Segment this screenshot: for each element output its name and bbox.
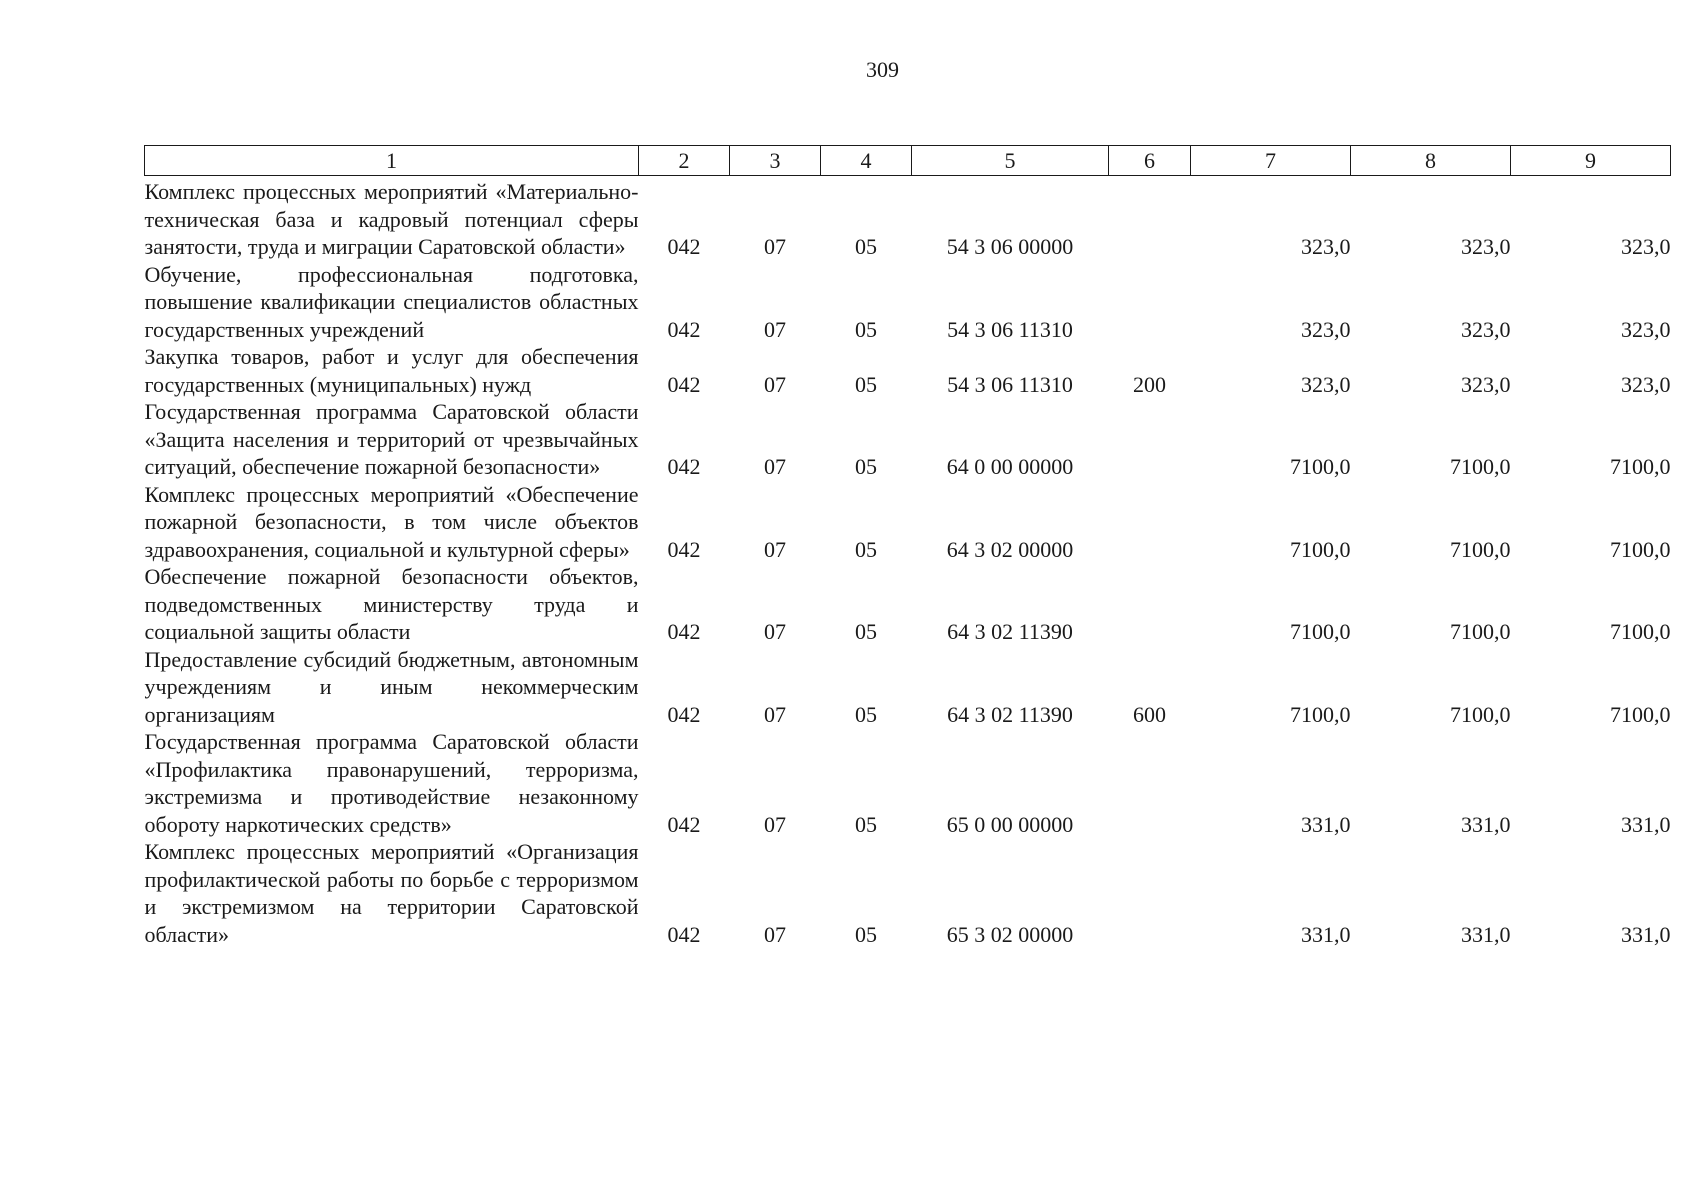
row-name: Обеспечение пожарной безопасности объектов, подведомственных министерству труда и социальной защиты области: [144, 564, 639, 644]
amount-col-7: 331,0: [1301, 921, 1351, 947]
column-header: 2: [639, 146, 730, 176]
column-header: 3: [730, 146, 821, 176]
amount-col-8: 331,0: [1461, 921, 1511, 947]
column-header: 9: [1511, 146, 1671, 176]
amount-col-8: 323,0: [1461, 371, 1511, 397]
amount-col-7: 331,0: [1301, 811, 1351, 837]
target-article-code: 65 3 02 00000: [946, 921, 1074, 947]
expense-type-code: [1109, 261, 1191, 344]
amount-col-9: 7100,0: [1610, 701, 1671, 727]
amount-col-9: 7100,0: [1610, 619, 1671, 644]
table-row: [145, 838, 1671, 948]
target-article-code: 54 3 06 00000: [946, 234, 1074, 259]
subsection-code: 05: [855, 371, 877, 397]
subsection-code: 05: [855, 921, 877, 947]
expense-type-code: [1109, 398, 1191, 481]
subsection-code: 05: [855, 454, 877, 479]
amount-col-9: 331,0: [1621, 921, 1671, 947]
table-row: [145, 563, 1671, 646]
section-code: 07: [764, 454, 786, 479]
ministry-code: 042: [667, 701, 701, 727]
section-code: 07: [764, 234, 786, 259]
expense-type-code: [1109, 563, 1191, 646]
amount-col-8: 7100,0: [1450, 454, 1511, 479]
column-header: 8: [1351, 146, 1511, 176]
amount-col-9: 7100,0: [1610, 536, 1671, 562]
amount-col-9: 7100,0: [1610, 454, 1671, 479]
ministry-code: 042: [667, 454, 701, 479]
ministry-code: 042: [667, 811, 701, 837]
amount-col-8: 323,0: [1461, 316, 1511, 342]
table-row: [145, 261, 1671, 344]
subsection-code: 05: [855, 316, 877, 342]
expense-type-code: 200: [1133, 371, 1166, 397]
column-header: 7: [1191, 146, 1351, 176]
amount-col-7: 323,0: [1301, 234, 1351, 259]
subsection-code: 05: [855, 536, 877, 562]
row-name: Комплекс процессных мероприятий «Обеспечение пожарной безопасности, в том числе объектов здравоохранения, социальной и культурной сферы»: [144, 481, 639, 562]
subsection-code: 05: [855, 234, 877, 259]
table-header-row: [145, 146, 1671, 176]
table-row: [145, 176, 1671, 261]
row-name: Комплекс процессных мероприятий «Организация профилактической работы по борьбе с терроризмом и экстремизмом на территории Саратовской области»: [144, 839, 639, 947]
subsection-code: 05: [855, 701, 877, 727]
subsection-code: 05: [855, 619, 877, 644]
row-name: Комплекс процессных мероприятий «Материально-техническая база и кадровый потенциал сферы занятости, труда и миграции Саратовской области»: [144, 179, 639, 259]
amount-col-9: 323,0: [1621, 234, 1671, 259]
section-code: 07: [764, 921, 786, 947]
target-article-code: 54 3 06 11310: [947, 316, 1073, 342]
section-code: 07: [764, 316, 786, 342]
amount-col-7: 7100,0: [1290, 536, 1351, 562]
expense-type-code: [1109, 176, 1191, 261]
amount-col-7: 323,0: [1301, 371, 1351, 397]
ministry-code: 042: [667, 234, 701, 259]
expense-type-code: [1109, 838, 1191, 948]
column-header: 5: [912, 146, 1109, 176]
column-header: 1: [145, 146, 639, 176]
section-code: 07: [764, 811, 786, 837]
amount-col-8: 7100,0: [1450, 619, 1511, 644]
expense-type-code: [1109, 728, 1191, 838]
amount-col-7: 323,0: [1301, 316, 1351, 342]
target-article-code: 64 3 02 11390: [947, 701, 1073, 727]
section-code: 07: [764, 619, 786, 644]
table-row: [145, 398, 1671, 481]
row-name: Закупка товаров, работ и услуг для обеспечения государственных (муниципальных) нужд: [144, 344, 639, 397]
expense-type-code: 600: [1133, 701, 1166, 727]
row-name: Государственная программа Саратовской области «Защита населения и территорий от чрезвычайных ситуаций, обеспечение пожарной безопасности»: [144, 399, 639, 479]
amount-col-7: 7100,0: [1290, 454, 1351, 479]
target-article-code: 64 0 00 00000: [946, 454, 1074, 479]
table-row: [145, 646, 1671, 729]
target-article-code: 64 3 02 11390: [947, 619, 1073, 644]
ministry-code: 042: [667, 619, 701, 644]
section-code: 07: [764, 536, 786, 562]
table-row: [145, 343, 1671, 398]
row-name: Обучение, профессиональная подготовка, повышение квалификации специалистов областных государственных учреждений: [144, 261, 639, 342]
amount-col-7: 7100,0: [1290, 701, 1351, 727]
section-code: 07: [764, 701, 786, 727]
amount-col-8: 7100,0: [1450, 701, 1511, 727]
subsection-code: 05: [855, 811, 877, 837]
row-name: Предоставление субсидий бюджетным, автономным учреждениям и иным некоммерческим организациям: [144, 646, 639, 727]
amount-col-9: 323,0: [1621, 371, 1671, 397]
ministry-code: 042: [667, 921, 701, 947]
amount-col-8: 323,0: [1461, 234, 1511, 259]
target-article-code: 54 3 06 11310: [947, 371, 1073, 397]
amount-col-8: 7100,0: [1450, 536, 1511, 562]
target-article-code: 64 3 02 00000: [946, 536, 1074, 562]
budget-table: [144, 145, 1671, 948]
table-row: [145, 481, 1671, 564]
column-header: 6: [1109, 146, 1191, 176]
amount-col-9: 331,0: [1621, 811, 1671, 837]
amount-col-7: 7100,0: [1290, 619, 1351, 644]
page-number: 309: [866, 57, 899, 82]
ministry-code: 042: [667, 536, 701, 562]
amount-col-8: 331,0: [1461, 811, 1511, 837]
ministry-code: 042: [667, 316, 701, 342]
expense-type-code: [1109, 481, 1191, 564]
target-article-code: 65 0 00 00000: [946, 811, 1074, 837]
table-row: [145, 728, 1671, 838]
ministry-code: 042: [667, 371, 701, 397]
amount-col-9: 323,0: [1621, 316, 1671, 342]
section-code: 07: [764, 371, 786, 397]
column-header: 4: [821, 146, 912, 176]
row-name: Государственная программа Саратовской области «Профилактика правонарушений, терроризма, экстремизма и противодействие незаконному обороту наркотических средств»: [144, 729, 639, 837]
